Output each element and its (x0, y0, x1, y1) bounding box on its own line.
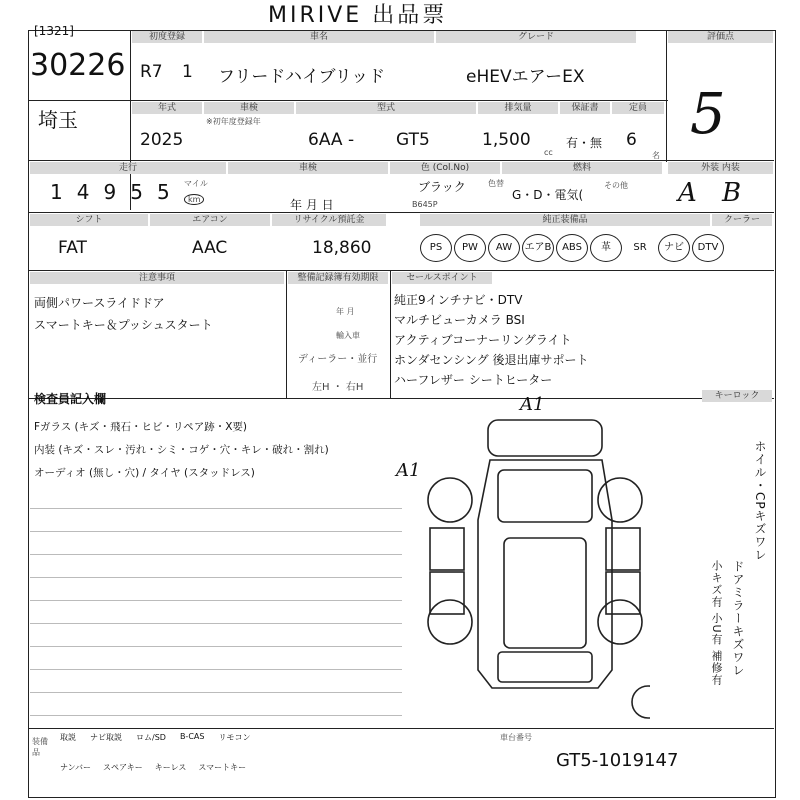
aircon-header: エアコン (150, 214, 270, 226)
bottom-item: ナビ取説 (90, 733, 122, 742)
fuel-value: G・D・電気( (512, 188, 584, 202)
model-prefix: 6AA - (308, 130, 355, 150)
lot-number: 30226 (30, 48, 126, 83)
mileage-digit: 5 (130, 180, 143, 204)
recycle-value: 18,860 (312, 238, 372, 258)
recycle-header: リサイクル預託金 (272, 214, 386, 226)
note-item: スマートキー＆プッシュスタート (34, 318, 213, 332)
bottom-item: スペアキー (103, 763, 143, 772)
maint-ym: 年 月 (336, 307, 355, 316)
notes-header: 注意事項 (30, 272, 284, 284)
bottom-row-2 (60, 762, 246, 773)
mileage-unit-km: km (184, 194, 204, 205)
equipment-pw: PW (454, 234, 486, 262)
month-value: 1 (182, 62, 193, 82)
tire-rr (598, 600, 642, 644)
side-note-2: ドアミラーキズワレ (731, 560, 745, 677)
color-change-label: 色替 (488, 179, 504, 188)
tire-fl (428, 478, 472, 522)
equipment-leather: 革 (590, 234, 622, 262)
chassis-label: 車台番号 (500, 733, 532, 742)
equipment-list (420, 234, 726, 262)
sale-point: マルチビューカメラ BSI (394, 313, 525, 327)
inspection-header-2: 車検 (228, 162, 388, 174)
bottom-item: リモコン (218, 733, 251, 742)
exterior-grade: A (678, 178, 697, 208)
displacement-header: 排気量 (478, 102, 558, 114)
fuel-other: その他 (604, 181, 628, 190)
sale-point: ハーフレザー シートヒーター (394, 373, 553, 387)
color-header: 色 (Col.No) (390, 162, 500, 174)
keylock-header: キーロック (702, 390, 772, 402)
side-note-3: 小キズ有 小U有 補修有 (710, 560, 723, 687)
note-item: 両側パワースライドドア (34, 296, 165, 310)
bottom-item: ロム/SD (136, 733, 166, 742)
hood (498, 470, 592, 522)
inspector-lines (34, 416, 394, 485)
equipment-airbag: エアB (522, 234, 554, 262)
equipment-sr: SR (633, 242, 647, 253)
front-bumper (488, 420, 602, 456)
inspection-header: 車検 (204, 102, 294, 114)
car-diagram (420, 400, 650, 730)
score-header: 評価点 (668, 31, 773, 43)
shift-value: FAT (58, 238, 87, 258)
tire-rl (428, 600, 472, 644)
mileage-digit: 9 (103, 180, 117, 204)
equipment-aw: AW (488, 234, 520, 262)
first-reg-header: 初度登録 (132, 31, 202, 43)
inspector-line: 内装 (キズ・スレ・汚れ・シミ・コゲ・穴・キレ・破れ・割れ) (34, 444, 329, 456)
dealer-value: ディーラー・並行 (298, 354, 378, 365)
sale-point: ホンダセンシング 後退出庫サポート (394, 353, 589, 367)
mark-left: A1 (396, 460, 421, 481)
capacity-header: 定員 (612, 102, 664, 114)
ruled-lines (30, 486, 402, 716)
sale-point: 純正9インチナビ・DTV (394, 293, 523, 307)
mileage-digit: 4 (76, 180, 90, 204)
cooler-header: クーラー (712, 214, 772, 226)
import-label: 輸入車 (336, 331, 360, 340)
grade-header: グレード (436, 31, 636, 43)
bottom-row-1 (60, 732, 250, 743)
equipment-ps: PS (420, 234, 452, 262)
cc-unit: cc (544, 148, 553, 157)
prefecture: 埼玉 (38, 108, 78, 132)
door-fr (606, 528, 640, 570)
car-name: フリードハイブリッド (218, 67, 386, 87)
color-no: B645P (412, 200, 438, 209)
model-value: GT5 (396, 130, 430, 150)
page-title: MIRIVE 出品票 (268, 3, 448, 28)
car-name-header: 車名 (204, 31, 434, 43)
tire-fr (598, 478, 642, 522)
trunk (498, 652, 592, 682)
warranty-header: 保証書 (560, 102, 610, 114)
side-note-1: ホイル・CPキズワレ (753, 440, 767, 562)
mileage-digits (50, 180, 170, 204)
equipment-header: 純正装備品 (420, 214, 710, 226)
mileage-unit-mile: マイル (184, 179, 208, 188)
shift-header: シフト (30, 214, 148, 226)
sale-point: アクティブコーナーリングライト (394, 333, 572, 347)
year-note: ※初年度登録年 (206, 117, 261, 126)
inspector-header: 検査員記入欄 (34, 392, 107, 406)
ext-int-header: 外装 内装 (668, 162, 773, 174)
mileage-digit: 5 (156, 180, 170, 204)
year-header: 年式 (132, 102, 202, 114)
handle-value: 左H ・ 右H (312, 382, 364, 393)
sale-points-list (394, 290, 589, 390)
color-value: ブラック (418, 180, 466, 194)
mark-top: A1 (520, 394, 545, 415)
spare-tire (632, 686, 650, 718)
inspection-value: 年 月 日 (290, 198, 334, 212)
interior-grade: B (722, 178, 742, 208)
mileage-header: 走行 (30, 162, 226, 174)
capacity-value: 6 (626, 130, 637, 150)
warranty-value: 有・無 (566, 136, 603, 150)
bottom-item: B-CAS (179, 732, 205, 741)
sale-points-header: セールスポイント (392, 272, 492, 284)
equipment-abs: ABS (556, 234, 588, 262)
mileage-digit: 1 (50, 180, 63, 204)
equipment-navi: ナビ (658, 234, 690, 262)
score-value: 5 (690, 82, 726, 147)
bottom-item: 取説 (60, 733, 76, 742)
grade-value: eHEVエアーEX (466, 67, 585, 87)
bottom-side-label: 装備品 (32, 737, 48, 757)
aircon-value: AAC (192, 238, 228, 258)
lot-id: [1321] (34, 24, 74, 38)
year-value: 2025 (140, 130, 184, 150)
inspector-line: オーディオ (無し・穴) / タイヤ (スタッドレス) (34, 467, 255, 479)
inspector-line: Fガラス (キズ・飛石・ヒビ・リペア跡・X要) (34, 421, 248, 433)
chassis-value: GT5-1019147 (556, 750, 679, 771)
era-value: R7 (140, 62, 163, 82)
equipment-dtv: DTV (692, 234, 724, 262)
notes-list (34, 292, 213, 336)
bottom-item: スマートキー (198, 763, 247, 772)
model-header: 型式 (296, 102, 476, 114)
bottom-item: キーレス (154, 763, 187, 772)
door-rl (430, 572, 464, 614)
capacity-unit: 名 (652, 151, 660, 160)
door-rr (606, 572, 640, 614)
bottom-item: ナンバー (60, 763, 92, 772)
displacement-value: 1,500 (482, 130, 531, 150)
roof (504, 538, 586, 648)
door-fl (430, 528, 464, 570)
fuel-header: 燃料 (502, 162, 662, 174)
maint-header: 整備記録簿有効期限 (288, 272, 388, 284)
